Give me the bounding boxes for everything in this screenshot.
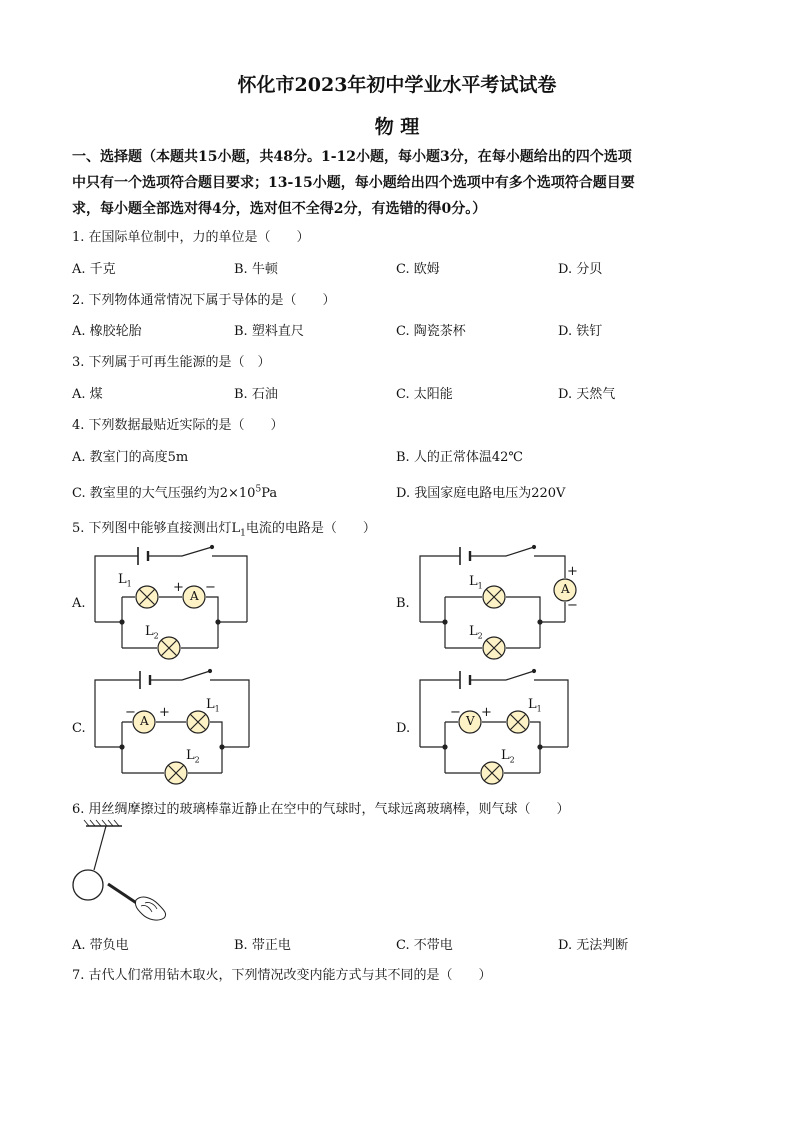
balloon-figure bbox=[73, 820, 166, 920]
label-sub: 2 bbox=[477, 631, 483, 641]
circuit-a bbox=[95, 546, 247, 660]
label-l: L bbox=[501, 748, 510, 763]
label-sub: 2 bbox=[509, 755, 515, 765]
lamp-l2 bbox=[483, 637, 505, 659]
junction-node bbox=[120, 745, 124, 749]
q6-option-c: C. 不带电 bbox=[396, 938, 453, 953]
label-plus: + bbox=[567, 564, 578, 579]
label-minus: − bbox=[125, 705, 136, 720]
q1-option-d: D. 分贝 bbox=[558, 262, 603, 277]
lamp-l1 bbox=[507, 711, 529, 733]
lamp-l1 bbox=[187, 711, 209, 733]
question-3-stem: 3. 下列属于可再生能源的是（ ） bbox=[72, 355, 271, 370]
label-plus: + bbox=[173, 580, 184, 595]
q4-option-b: B. 人的正常体温42℃ bbox=[396, 450, 523, 465]
junction-node bbox=[220, 745, 224, 749]
lamp-l1 bbox=[136, 586, 158, 608]
q5-option-c: C. bbox=[72, 721, 86, 736]
label-sub: 1 bbox=[536, 704, 542, 714]
label-l: L bbox=[528, 697, 537, 712]
q3-option-a: A. 煤 bbox=[72, 387, 103, 402]
q6-option-a: A. 带负电 bbox=[72, 938, 129, 953]
label-plus: + bbox=[481, 705, 492, 720]
junction-node bbox=[538, 620, 542, 624]
q1-option-a: A. 千克 bbox=[72, 262, 116, 277]
q3-option-b: B. 石油 bbox=[234, 387, 278, 402]
question-2-stem: 2. 下列物体通常情况下属于导体的是（ ） bbox=[72, 293, 336, 308]
label-l: L bbox=[469, 624, 478, 639]
question-1-stem: 1. 在国际单位制中，力的单位是（ ） bbox=[72, 230, 310, 245]
subject-title: 物 理 bbox=[374, 116, 420, 138]
q1-option-b: B. 牛顿 bbox=[234, 262, 278, 277]
label-sub: 1 bbox=[214, 704, 220, 714]
switch-contact bbox=[533, 670, 536, 673]
junction-node bbox=[538, 745, 542, 749]
balloon bbox=[73, 870, 103, 900]
label-l: L bbox=[186, 748, 195, 763]
lamp-l1 bbox=[483, 586, 505, 608]
ceiling-hatching bbox=[84, 820, 119, 826]
q6-option-d: D. 无法判断 bbox=[558, 938, 629, 953]
label-l1 bbox=[118, 572, 132, 589]
circuit-b-wires-outer bbox=[420, 547, 565, 622]
q1-option-c: C. 欧姆 bbox=[396, 262, 440, 277]
label-l1 bbox=[206, 697, 220, 714]
formula-base: 2×10 bbox=[219, 486, 256, 501]
section-line-2: 中只有一个选项符合题目要求；13-15小题，每小题给出四个选项中有多个选项符合题目要 bbox=[72, 175, 635, 191]
label-l: L bbox=[145, 624, 154, 639]
formula-unit: Pa bbox=[261, 486, 278, 501]
q2-option-d: D. 铁钉 bbox=[558, 324, 603, 339]
label-l2 bbox=[501, 748, 515, 765]
label-l: L bbox=[206, 697, 215, 712]
q4-option-d: D. 我国家庭电路电压为220V bbox=[396, 486, 566, 501]
glass-rod bbox=[108, 884, 138, 904]
junction-node bbox=[443, 745, 447, 749]
q5-stem-prefix: 5. 下列图中能够直接测出灯L bbox=[72, 521, 241, 536]
label-minus: − bbox=[205, 580, 216, 595]
formula-exponent: 5 bbox=[255, 484, 262, 495]
label-l: L bbox=[118, 572, 127, 587]
label-l2 bbox=[145, 624, 159, 641]
circuit-c bbox=[95, 670, 249, 785]
q4-option-c-text: C. 教室里的大气压强约为 bbox=[72, 486, 220, 501]
q2-option-a: A. 橡胶轮胎 bbox=[72, 324, 142, 339]
label-sub: 2 bbox=[194, 755, 200, 765]
circuit-c-wires-outer bbox=[95, 671, 249, 747]
q5-stem-suffix: 电流的电路是（ ） bbox=[245, 521, 376, 536]
q5-option-b: B. bbox=[396, 596, 410, 611]
label-l1 bbox=[528, 697, 542, 714]
question-4-stem: 4. 下列数据最贴近实际的是（ ） bbox=[72, 418, 284, 433]
circuit-b bbox=[420, 546, 576, 660]
lamp-l2 bbox=[158, 637, 180, 659]
q2-option-c: C. 陶瓷茶杯 bbox=[396, 324, 466, 339]
section-line-1: 一、选择题（本题共15小题，共48分。1-12小题，每小题3分，在每小题给出的四个选项 bbox=[72, 149, 632, 165]
q5-option-d: D. bbox=[396, 721, 411, 736]
label-sub: 2 bbox=[153, 631, 159, 641]
switch-contact bbox=[211, 546, 214, 549]
label-l2 bbox=[469, 624, 483, 641]
junction-node bbox=[443, 620, 447, 624]
q3-option-c: C. 太阳能 bbox=[396, 387, 453, 402]
question-6-stem: 6. 用丝绸摩擦过的玻璃棒靠近静止在空中的气球时，气球远离玻璃棒，则气球（ ） bbox=[72, 802, 570, 817]
label-sub: 1 bbox=[126, 579, 132, 589]
switch-contact bbox=[209, 670, 212, 673]
label-sub: 1 bbox=[477, 581, 483, 591]
junction-node bbox=[216, 620, 220, 624]
ammeter-symbol: A bbox=[561, 582, 570, 596]
voltmeter-symbol: V bbox=[466, 714, 475, 728]
label-minus: − bbox=[567, 598, 578, 613]
label-plus: + bbox=[159, 705, 170, 720]
junction-node bbox=[120, 620, 124, 624]
ammeter-symbol: A bbox=[140, 714, 149, 728]
circuit-d-wires-outer bbox=[420, 671, 568, 747]
q5-stem-subscript: 1 bbox=[240, 528, 246, 539]
label-l: L bbox=[469, 574, 478, 589]
question-7-stem: 7. 古代人们常用钻木取火，下列情况改变内能方式与其不同的是（ ） bbox=[72, 968, 492, 983]
switch-contact bbox=[533, 546, 536, 549]
label-minus: − bbox=[450, 705, 461, 720]
section-line-3: 求，每小题全部选对得4分，选对但不全得2分，有选错的得0分。） bbox=[72, 201, 487, 217]
q3-option-d: D. 天然气 bbox=[558, 387, 616, 402]
hanging-thread bbox=[94, 826, 106, 870]
circuit-d bbox=[420, 670, 568, 785]
ammeter-symbol: A bbox=[190, 589, 199, 603]
q5-option-a: A. bbox=[72, 596, 86, 611]
lamp-l2 bbox=[165, 762, 187, 784]
q4-option-a: A. 教室门的高度5m bbox=[72, 450, 189, 465]
q6-option-b: B. 带正电 bbox=[234, 938, 291, 953]
label-l1 bbox=[469, 574, 483, 591]
exam-title: 怀化市2023年初中学业水平考试试卷 bbox=[237, 74, 557, 96]
lamp-l2 bbox=[481, 762, 503, 784]
hand-icon bbox=[135, 897, 165, 920]
label-l2 bbox=[186, 748, 200, 765]
q2-option-b: B. 塑料直尺 bbox=[234, 324, 304, 339]
